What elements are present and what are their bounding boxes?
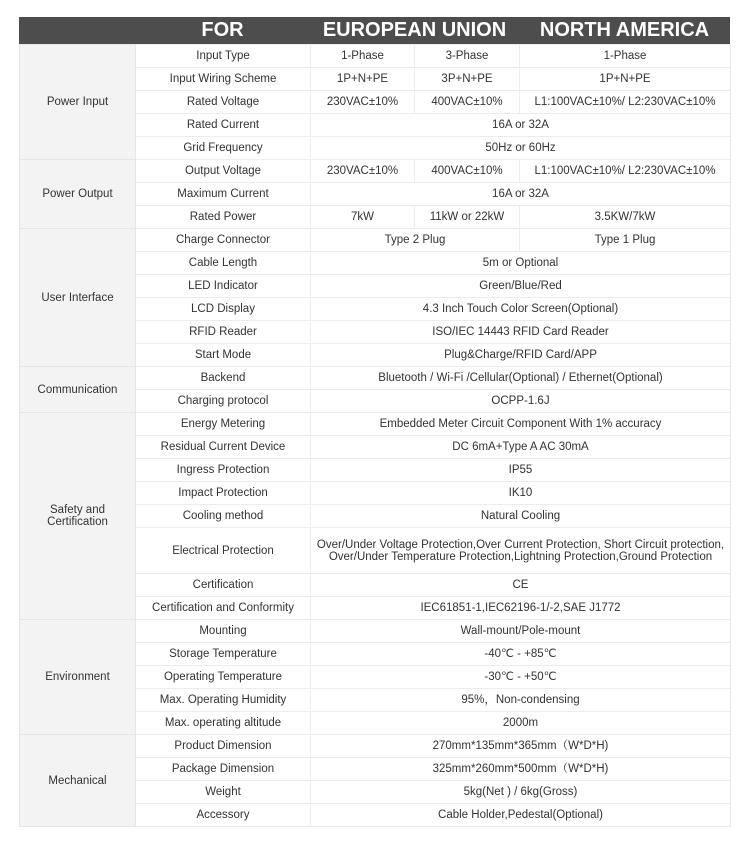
row-label: Rated Current bbox=[136, 114, 311, 137]
row-value: Plug&Charge/RFID Card/APP bbox=[311, 344, 731, 367]
category-mechanical: Mechanical bbox=[20, 735, 136, 827]
row-label: Certification and Conformity bbox=[136, 597, 311, 620]
row-label: Impact Protection bbox=[136, 482, 311, 505]
row-label: RFID Reader bbox=[136, 321, 311, 344]
row-label: Rated Voltage bbox=[136, 91, 311, 114]
eu-3phase-value: 400VAC±10% bbox=[415, 160, 520, 183]
row-value: Natural Cooling bbox=[311, 505, 731, 528]
header-for: FOR bbox=[201, 19, 244, 41]
table-row bbox=[20, 413, 731, 436]
row-label: Backend bbox=[136, 367, 311, 390]
row-value: -30℃ - +50℃ bbox=[311, 666, 731, 689]
row-label: Accessory bbox=[136, 804, 311, 827]
row-label: Storage Temperature bbox=[136, 643, 311, 666]
row-label: Residual Current Device bbox=[136, 436, 311, 459]
eu-3phase-value: 3P+N+PE bbox=[415, 68, 520, 91]
table-row bbox=[20, 620, 731, 643]
na-value: L1:100VAC±10%/ L2:230VAC±10% bbox=[520, 91, 731, 114]
row-value: Bluetooth / Wi-Fi /Cellular(Optional) / Ethernet(Optional) bbox=[311, 367, 731, 390]
spec-table bbox=[19, 44, 731, 827]
row-value: 4.3 Inch Touch Color Screen(Optional) bbox=[311, 298, 731, 321]
row-value: IP55 bbox=[311, 459, 731, 482]
category-user-interface: User Interface bbox=[20, 229, 136, 367]
row-label: Package Dimension bbox=[136, 758, 311, 781]
na-value: Type 1 Plug bbox=[520, 229, 731, 252]
eu-1phase-value: 230VAC±10% bbox=[311, 91, 415, 114]
row-value: 16A or 32A bbox=[311, 114, 731, 137]
row-value: 50Hz or 60Hz bbox=[311, 137, 731, 160]
row-label: Certification bbox=[136, 574, 311, 597]
row-value: Embedded Meter Circuit Component With 1% accuracy bbox=[311, 413, 731, 436]
table-row bbox=[20, 160, 731, 183]
eu-1phase-value: 7kW bbox=[311, 206, 415, 229]
category-power-input: Power Input bbox=[20, 45, 136, 160]
category-communication: Communication bbox=[20, 367, 136, 413]
row-value: Green/Blue/Red bbox=[311, 275, 731, 298]
row-value: Cable Holder,Pedestal(Optional) bbox=[311, 804, 731, 827]
row-value: -40℃ - +85℃ bbox=[311, 643, 731, 666]
na-value: L1:100VAC±10%/ L2:230VAC±10% bbox=[520, 160, 731, 183]
eu-value: Type 2 Plug bbox=[311, 229, 520, 252]
row-label: Cooling method bbox=[136, 505, 311, 528]
row-label: Input Wiring Scheme bbox=[136, 68, 311, 91]
row-label: Charging protocol bbox=[136, 390, 311, 413]
row-value: IEC61851-1,IEC62196-1/-2,SAE J1772 bbox=[311, 597, 731, 620]
row-label: Maximum Current bbox=[136, 183, 311, 206]
category-power-output: Power Output bbox=[20, 160, 136, 229]
row-value: Wall-mount/Pole-mount bbox=[311, 620, 731, 643]
row-value: IK10 bbox=[311, 482, 731, 505]
eu-1phase-value: 1-Phase bbox=[311, 45, 415, 68]
eu-3phase-value: 11kW or 22kW bbox=[415, 206, 520, 229]
table-row bbox=[20, 229, 731, 252]
table-row bbox=[20, 45, 731, 68]
eu-1phase-value: 230VAC±10% bbox=[311, 160, 415, 183]
table-row bbox=[20, 367, 731, 390]
category-safety-certification: Safety and Certification bbox=[20, 413, 136, 620]
table-header bbox=[19, 17, 730, 44]
row-label: Rated Power bbox=[136, 206, 311, 229]
row-label: Charge Connector bbox=[136, 229, 311, 252]
row-value: CE bbox=[311, 574, 731, 597]
row-label: Cable Length bbox=[136, 252, 311, 275]
row-label: Input Type bbox=[136, 45, 311, 68]
row-label: Max. Operating Humidity bbox=[136, 689, 311, 712]
eu-3phase-value: 400VAC±10% bbox=[415, 91, 520, 114]
row-label: Ingress Protection bbox=[136, 459, 311, 482]
na-value: 1P+N+PE bbox=[520, 68, 731, 91]
row-label: LED Indicator bbox=[136, 275, 311, 298]
row-label: Max. operating altitude bbox=[136, 712, 311, 735]
row-value: 325mm*260mm*500mm（W*D*H) bbox=[311, 758, 731, 781]
row-value: 5m or Optional bbox=[311, 252, 731, 275]
na-value: 3.5KW/7kW bbox=[520, 206, 731, 229]
header-north-america: NORTH AMERICA bbox=[539, 19, 710, 41]
row-label: Output Voltage bbox=[136, 160, 311, 183]
row-label: Mounting bbox=[136, 620, 311, 643]
row-value: 16A or 32A bbox=[311, 183, 731, 206]
row-label: Grid Frequency bbox=[136, 137, 311, 160]
row-label: Weight bbox=[136, 781, 311, 804]
row-value: ISO/IEC 14443 RFID Card Reader bbox=[311, 321, 731, 344]
row-value: 95%，Non-condensing bbox=[311, 689, 731, 712]
table-row bbox=[20, 735, 731, 758]
na-value: 1-Phase bbox=[520, 45, 731, 68]
row-value: 2000m bbox=[311, 712, 731, 735]
row-value: DC 6mA+Type A AC 30mA bbox=[311, 436, 731, 459]
row-label: Energy Metering bbox=[136, 413, 311, 436]
row-value: OCPP-1.6J bbox=[311, 390, 731, 413]
category-environment: Environment bbox=[20, 620, 136, 735]
row-label: Start Mode bbox=[136, 344, 311, 367]
row-value: 270mm*135mm*365mm（W*D*H) bbox=[311, 735, 731, 758]
header-european-union: EUROPEAN UNION bbox=[322, 19, 507, 41]
row-value: 5kg(Net ) / 6kg(Gross) bbox=[311, 781, 731, 804]
eu-3phase-value: 3-Phase bbox=[415, 45, 520, 68]
row-value: Over/Under Voltage Protection,Over Current Protection, Short Circuit protection, Over/Under Temperature Protection,Lightning Protection,Ground Protection bbox=[311, 528, 731, 574]
eu-1phase-value: 1P+N+PE bbox=[311, 68, 415, 91]
row-label: Operating Temperature bbox=[136, 666, 311, 689]
row-label: Product Dimension bbox=[136, 735, 311, 758]
spec-sheet bbox=[19, 17, 730, 827]
row-label: LCD Display bbox=[136, 298, 311, 321]
row-label: Electrical Protection bbox=[136, 528, 311, 574]
